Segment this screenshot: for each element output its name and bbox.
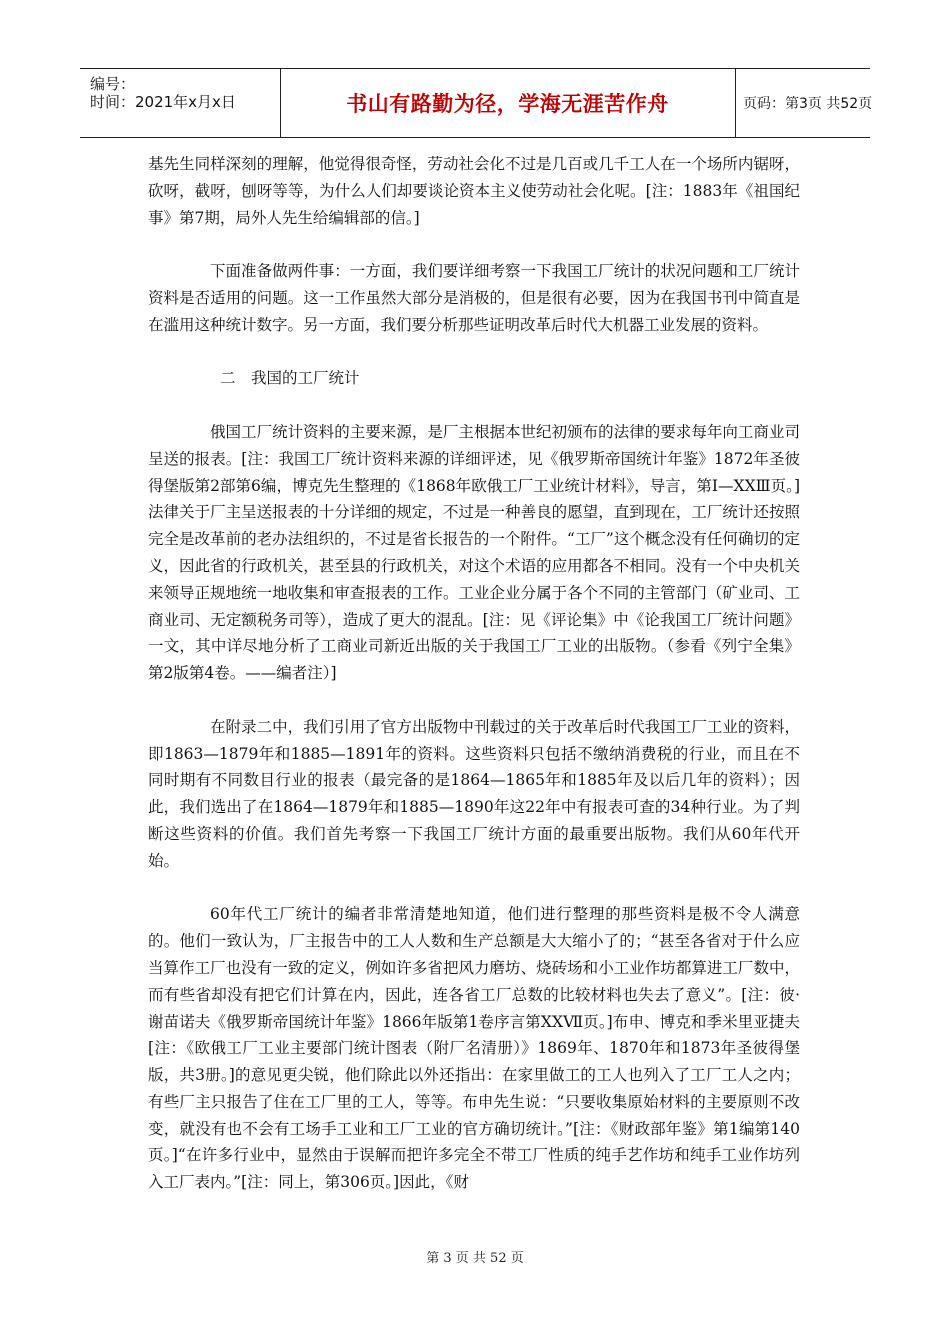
header-page-info (735, 69, 878, 137)
header-meta (80, 69, 281, 137)
header-motto-cell (280, 69, 736, 137)
paragraph-plan: 下面准备做两件事：一方面，我们要详细考察一下我国工厂统计的状况问题和工厂统计资料是否适用的问题。这一工作虽然大部分是消极的，但是很有必要，因为在我国书刊中简直是在滥用这种统计数字。另一方面，我们要分析那些证明改革后时代大机器工业发展的资料。 (148, 262, 800, 334)
document-body (148, 151, 800, 1223)
page-info-text: 页码：第3页 共52页 (743, 96, 873, 112)
motto-text: 书山有路勤为径，学海无涯苦作舟 (346, 92, 669, 116)
paragraph-continuation: 基先生同样深刻的理解，他觉得很奇怪，劳动社会化不过是几百或几千工人在一个场所内锯呀，砍呀，截呀，刨呀等等，为什么人们却要谈论资本主义使劳动社会化呢。[注：1883年《祖国纪事》第7期，局外人先生给编辑部的信。] (148, 155, 800, 227)
page-footer: 第 3 页 共 52 页 (426, 1251, 524, 1266)
document-number-label: 编号： (90, 75, 136, 93)
section-heading: 二 我国的工厂统计 (220, 369, 360, 388)
document-date: 时间：2021年x月x日 (90, 93, 236, 111)
paragraph-appendix: 在附录二中，我们引用了官方出版物中刊载过的关于改革后时代我国工厂工业的资料，即1863—1879年和1885—1891年的资料。这些资料只包括不缴纳消费税的行业，而且在不同时期有不同数目行业的报表（最完备的是1864—1865年和1885年及以后几年的资料）；因此，我们选出了在1864—1879年和1885—1890年这22年中有报表可查的34种行业。为了判断这些资料的价值。我们首先考察一下我国工厂统计方面的最重要出版物。我们从60年代开始。 (148, 717, 800, 870)
paragraph-sources: 俄国工厂统计资料的主要来源，是厂主根据本世纪初颁布的法律的要求每年向工商业司呈送的报表。[注：我国工厂统计资料来源的详细评述，见《俄罗斯帝国统计年鉴》1872年圣彼得堡版第2部第6编，博克先生整理的《1868年欧俄工厂工业统计材料》，导言，第Ⅰ—ⅩⅩⅢ页。]法律关于厂主呈送报表的十分详细的规定，不过是一种善良的愿望，直到现在，工厂统计还按照完全是改革前的老办法组织的，不过是省长报告的一个附件。“工厂”这个概念没有任何确切的定义，因此省的行政机关，甚至县的行政机关，对这个术语的应用都各不相同。没有一个中央机关来领导正规地统一地收集和审查报表的工作。工业企业分属于各个不同的主管部门（矿业司、工商业司、无定额税务司等），造成了更大的混乱。[注：见《评论集》中《论我国工厂统计问题》一文，其中详尽地分析了工商业司新近出版的关于我国工厂工业的出版物。（参看《列宁全集》第2版第4卷。——编者注）] (148, 422, 800, 683)
page-header (80, 68, 873, 138)
paragraph-sixties: 60年代工厂统计的编者非常清楚地知道，他们进行整理的那些资料是极不令人满意的。他们一致认为，厂主报告中的工人人数和生产总额是大大缩小了的；“甚至各省对于什么应当算作工厂也没有一致的定义，例如许多省把风力磨坊、烧砖场和小工业作坊都算进工厂数中，而有些省却没有把它们计算在内，因此，连各省工厂总数的比较材料也失去了意义”。[注：彼·谢苗诺夫《俄罗斯帝国统计年鉴》1866年版第1卷序言第ⅩⅩⅦ页。]布申、博克和季米里亚捷夫[注：《欧俄工厂工业主要部门统计图表（附厂名清册）》1869年、1870年和1873年圣彼得堡版，共3册。]的意见更尖锐，他们除此以外还指出：在家里做工的工人也列入了工厂工人之内；有些厂主只报告了住在工厂里的工人，等等。布申先生说：“只要收集原始材料的主要原则不改变，就没有也不会有工场手工业和工厂工业的官方确切统计。”[注：《财政部年鉴》第1编第140页。]“在许多行业中，显然由于误解而把许多完全不带工厂性质的纯手艺作坊和纯手工业作坊列入工厂表内。”[注：同上，第306页。]因此，《财 (148, 905, 800, 1192)
